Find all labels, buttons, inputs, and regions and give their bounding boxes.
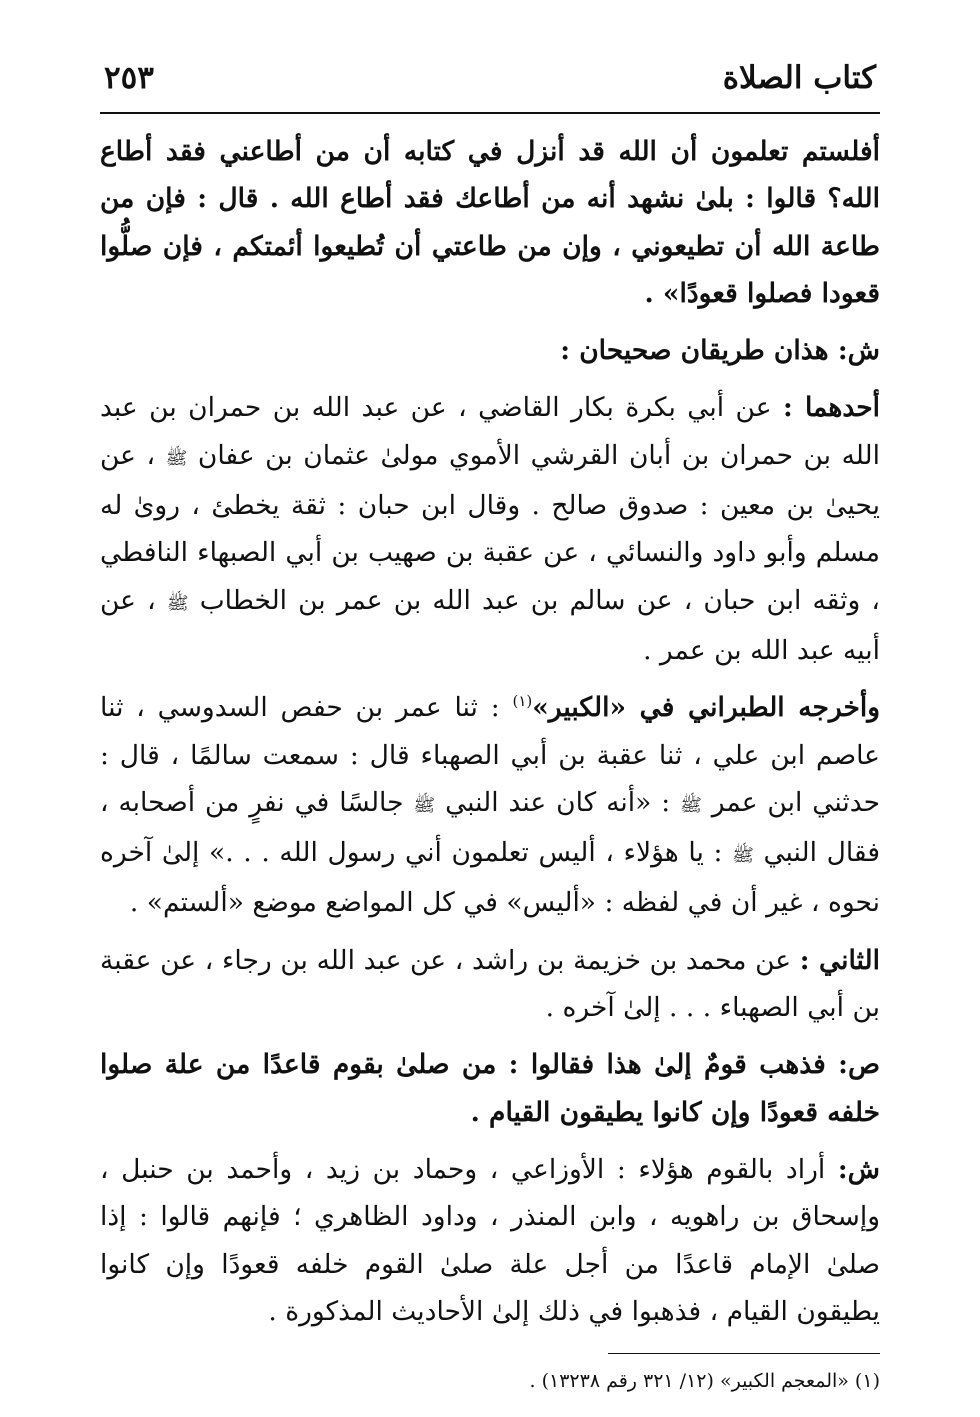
footnote: (١) «المعجم الكبير» (١٢/ ٣٢١ رقم ١٣٢٣٨) . [529, 1370, 880, 1393]
honorific-symbol: ﷺ [166, 592, 189, 614]
book-page [100, 60, 880, 1396]
paragraph-text: ، عن أبيه عبد الله بن عمر . [100, 584, 880, 666]
paragraph-text: جالسًا في نفرٍ من أصحابه ، فقال النبي [100, 786, 880, 869]
paragraph-text: عن أبي بكرة بكار القاضي ، عن عبد الله بن حمران بن عبد الله بن حمران بن أبان القرشي الأموي مولىٰ عثمان بن عفان [100, 392, 880, 471]
commentary-paragraph [100, 1146, 880, 1335]
paragraph-text: أراد بالقوم هؤلاء : الأوزاعي ، وحماد بن زيد ، وأحمد بن حنبل ، وإسحاق بن راهويه ، وابن المنذر ، وداود الظاهري ؛ فإنهم قالوا : إذا صلىٰ الإمام قاعدًا من أجل علة صلىٰ القوم خلفه قعودًا وإن كانوا يطيقون القيام ، فذهبوا في ذلك إلىٰ الأحاديث المذكورة . [100, 1153, 880, 1327]
page-header [100, 60, 880, 114]
commentary-heading: ش: هذان طريقان صحيحان : [560, 335, 880, 367]
footnote-ref: (١) [512, 692, 533, 711]
page-number: ٢٥٣ [104, 60, 154, 96]
paragraph-label: وأخرجه الطبراني في «الكبير» [532, 692, 880, 724]
paragraph-label: الثاني : [799, 944, 880, 976]
tabarani-paragraph [100, 684, 880, 926]
paragraph-label: ش: [837, 1153, 880, 1185]
book-title: كتاب الصلاة [722, 60, 876, 96]
second-chain-paragraph [100, 937, 880, 1032]
honorific-symbol: ﷺ [732, 845, 754, 867]
paragraph-text: : يا هؤلاء ، أليس تعلمون أني رسول الله . . .» إلىٰ آخره نحوه ، غير أن في لفظه : «أليس» في كل المواضع موضع «ألستم» . [100, 837, 880, 919]
footnote-divider [608, 1353, 880, 1354]
honorific-symbol: ﷺ [413, 794, 436, 816]
honorific-symbol: ﷺ [680, 794, 702, 816]
hadith-paragraph: أفلستم تعلمون أن الله قد أنزل في كتابه أن من أطاعني فقد أطاع الله؟ قالوا : بلىٰ نشهد أنه من أطاعك فقد أطاع الله . قال : فإن من طاعة الله أن تطيعوني ، وإن من طاعتي أن تُطيعوا أئمتكم ، فإن صلُّوا قعودا فصلوا قعودًا» . [100, 136, 880, 309]
honorific-symbol: ﷺ [165, 447, 188, 469]
paragraph-text: عن محمد بن خزيمة بن راشد ، عن عبد الله بن رجاء ، عن عقبة بن أبي الصهباء . . . إلىٰ آخره . [100, 944, 880, 1024]
page-body [100, 128, 880, 1335]
matn-paragraph: ص: فذهب قومٌ إلىٰ هذا فقالوا : من صلىٰ بقوم قاعدًا من علة صلوا خلفه قعودًا وإن كانوا يطيقون القيام . [100, 1049, 880, 1128]
paragraph-label: أحدهما : [782, 392, 881, 424]
paragraph-text: : «أنه كان عند النبي [435, 786, 681, 818]
paragraph-text: ، عن يحيىٰ بن معين : صدوق صالح . وقال ابن حبان : ثقة يخطئ ، روىٰ له مسلم وأبو داود والنسائي ، عن عقبة بن صهيب بن أبي الصبهاء النافطي ، وثقه ابن حبان ، عن سالم بن عبد الله بن عمر بن الخطاب [100, 439, 880, 616]
first-chain-paragraph [100, 384, 880, 674]
paragraph-text: : ثنا عمر بن حفص السدوسي ، ثنا عاصم ابن علي ، ثنا عقبة بن أبي الصهباء قال : سمعت سالمًا ، قال : حدثني ابن عمر [100, 692, 881, 818]
